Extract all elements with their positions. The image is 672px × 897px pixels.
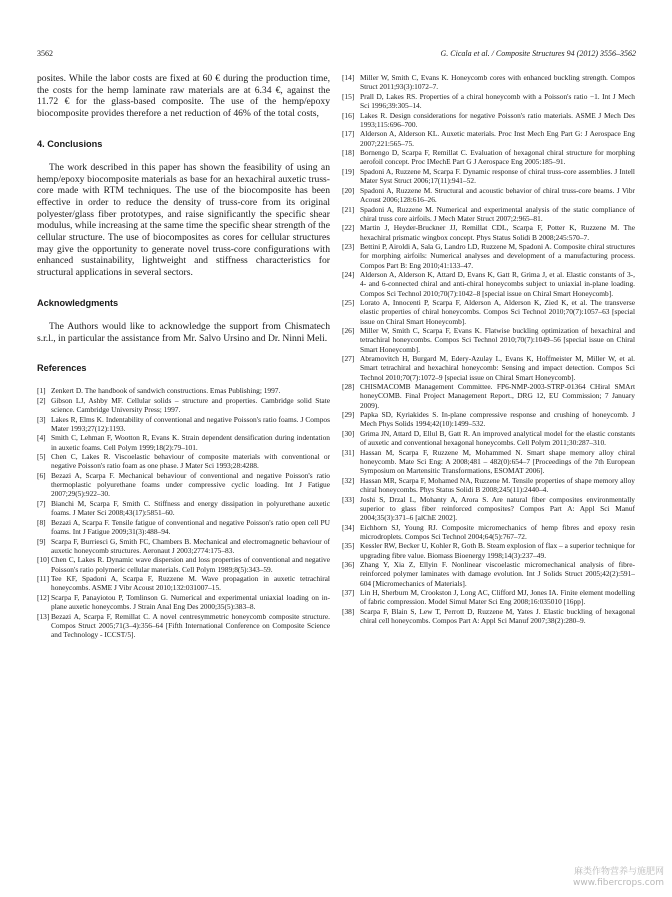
- reference-text: Martin J, Heyder-Bruckner JJ, Remillat CDL, Scarpa F, Potter K, Ruzzene M. The hexachiral prismatic wingbox concept. Phys Status Solidi B 2008;245:570–7.: [360, 223, 635, 242]
- reference-text: Joshi S, Drzal L, Mohanty A, Arora S. Are natural fiber composites environmentally superior to glass fiber reinforced composites? Compos Part A: Appl Sci Manuf 2004;35(3):371–6 [alChE 2002].: [360, 494, 635, 522]
- reference-item: [342, 73, 635, 91]
- reference-item: [37, 452, 330, 470]
- acknowledgments-heading: Acknowledgments: [37, 297, 119, 308]
- reference-number: [21]: [342, 204, 355, 214]
- page-number: 3562: [37, 49, 53, 58]
- reference-text: Lin H, Sherburn M, Crookston J, Long AC, Clifford MJ, Jones IA. Finite element modelling of fabric compression. Model Simul Mater Sci Eng 2008;16:035010 [16pp].: [360, 588, 635, 607]
- reference-number: [28]: [342, 382, 355, 392]
- reference-item: [37, 386, 330, 395]
- reference-item: [342, 523, 635, 541]
- reference-number: [25]: [342, 298, 355, 308]
- reference-number: [27]: [342, 354, 355, 364]
- reference-number: [18]: [342, 148, 355, 158]
- reference-item: [37, 537, 330, 555]
- reference-text: Tee KF, Spadoni A, Scarpa F, Ruzzene M. Wave propagation in auxetic tetrachiral honeycombs. ASME J Vibr Acoust 2010;132:031007–15.: [51, 574, 330, 593]
- reference-item: [37, 415, 330, 433]
- reference-number: [8]: [37, 517, 46, 527]
- reference-item: [37, 555, 330, 573]
- reference-number: [32]: [342, 475, 355, 485]
- reference-item: [342, 223, 635, 241]
- reference-text: Hassan M, Scarpa F, Ruzzene M, Mohammed N. Smart shape memory alloy chiral honeycomb. Mate Sci Eng: A 2008;481 – 482(0):654–7 [Proceedings of the 7th European Symposium on Martensitic Transformations, ESOMAT 2006].: [360, 447, 635, 476]
- reference-text: Kessler RW, Becker U, Kohler R, Goth B. Steam explosion of flax – a superior technique for upgrading fibre value. Biomass Bioenergy 1998;14(3):237–49.: [360, 541, 635, 560]
- reference-text: Zenkert D. The handbook of sandwich constructions. Emas Publishing; 1997.: [51, 386, 281, 396]
- reference-text: Miller W, Smith C, Scarpa F, Evans K. Flatwise buckling optimization of hexachiral and tetrachiral honeycombs. Compos Sci Technol 2010;70(7):1049–56 [special issue on Chiral Smart Honeycomb].: [360, 326, 635, 354]
- watermark-site-name: 麻类作物营养与施肥网: [573, 867, 664, 877]
- reference-text: Prall D, Lakes RS. Properties of a chiral honeycomb with a Poisson's ratio −1. Int J Mech Sci 1996;39:305–14.: [360, 91, 635, 110]
- reference-text: Bornengo D, Scarpa F, Remillat C. Evaluation of hexagonal chiral structure for morphing aerofoil concept. Proc IMechE Part G J Aerospace Eng 2005:185–91.: [360, 148, 635, 167]
- reference-text: Alderson A, Alderson KL. Auxetic materials. Proc Inst Mech Eng Part G: J Aerospace Eng 2007;221:565–75.: [360, 129, 635, 148]
- reference-number: [26]: [342, 326, 355, 336]
- reference-item: [342, 270, 635, 298]
- reference-item: [342, 186, 635, 204]
- reference-item: [342, 429, 635, 447]
- reference-number: [12]: [37, 593, 50, 603]
- reference-item: [342, 382, 635, 410]
- reference-item: [342, 205, 635, 223]
- reference-number: [35]: [342, 541, 355, 551]
- reference-text: Papka SD, Kyriakides S. In-plane compressive response and crushing of honeycomb. J Mech Phys Solids 1994;42(10):1499–532.: [360, 410, 635, 429]
- watermark: [573, 867, 664, 889]
- reference-text: Eichhorn SJ, Young RJ. Composite micromechanics of hemp fibres and epoxy resin microdroplets. Compos Sci Technol 2004;64(5):767–72.: [360, 522, 635, 541]
- reference-item: [37, 471, 330, 499]
- reference-number: [36]: [342, 560, 355, 570]
- reference-text: Grima JN, Attard D, Ellul B, Gatt R. An improved analytical model for the elastic constants of auxetic and conventional hexagonal honeycombs. Cell Polym 2011;30:287–310.: [360, 428, 635, 448]
- reference-number: [30]: [342, 428, 355, 438]
- reference-text: Spadoni A, Ruzzene M, Scarpa F. Dynamic response of chiral truss-core assemblies. J Intell Mater Syst Struct 2006;17(11):941–52.: [360, 166, 635, 186]
- left-column: [37, 73, 330, 640]
- reference-text: Smith C, Lehman F, Wootton R, Evans K. Strain dependent densification during indentation in auxetic foams. Cell Polym 1999;18(2):79–101.: [51, 433, 330, 452]
- reference-item: [37, 433, 330, 451]
- reference-item: [342, 326, 635, 354]
- reference-number: [34]: [342, 522, 355, 532]
- reference-item: [342, 92, 635, 110]
- reference-item: [342, 129, 635, 147]
- references-heading: References: [37, 363, 87, 374]
- reference-item: [342, 148, 635, 166]
- reference-number: [23]: [342, 242, 355, 252]
- right-column: [342, 73, 635, 626]
- reference-item: [342, 560, 635, 588]
- reference-text: Alderson A, Alderson K, Attard D, Evans K, Gatt R, Grima J, et al. Elastic constants of 3-, 4- and 6-connected chiral and anti-chiral honeycombs subject to uniaxial in-plane loading. Compos Sci Technol 2010;70(7):1042–8 [special issue on Chiral Smart Honeycomb].: [360, 270, 635, 298]
- reference-text: Bezazi A, Scarpa F, Remillat C. A novel centresymmetric honeycomb composite structure. Compos Struct 2005;71(3–4):356–64 [Fifth International Conference on Composite Science and Technology - ICCST/5].: [51, 611, 330, 640]
- reference-number: [16]: [342, 110, 355, 120]
- reference-number: [15]: [342, 91, 355, 101]
- reference-text: Spadoni A, Ruzzene M. Numerical and experimental analysis of the static compliance of chiral truss core airfoils. J Mech Mater Struct 2007;2:965–81.: [360, 204, 635, 223]
- reference-number: [29]: [342, 410, 355, 420]
- reference-number: [22]: [342, 223, 355, 233]
- reference-item: [37, 612, 330, 640]
- reference-text: Miller W, Smith C, Evans K. Honeycomb cores with enhanced buckling strength. Compos Struct 2011;93(3):1072–7.: [360, 73, 635, 92]
- reference-text: Gibson LJ, Ashby MF. Cellular solids – structure and properties. Cambridge solid State science. Cambridge University Press; 1997.: [51, 395, 330, 415]
- reference-number: [20]: [342, 185, 355, 195]
- reference-item: [342, 298, 635, 326]
- reference-list-right: [342, 73, 635, 625]
- reference-text: Zhang Y, Xia Z, Ellyin F. Nonlinear viscoelastic micromechanical analysis of fibre-reinforced polymer laminates with damage evolution. Int J Solids Struct 2005;42(2):591–604 [Micromechanics of Materials].: [360, 560, 635, 588]
- reference-number: [11]: [37, 574, 50, 584]
- reference-text: Chen C, Lakes R. Viscoelastic behaviour of composite materials with conventional or negative Poisson's ratio foam as one phase. J Mater Sci 1993;28:4288.: [51, 452, 330, 471]
- reference-number: [31]: [342, 447, 355, 457]
- reference-text: Hassan MR, Scarpa F, Mohamed NA, Ruzzene M. Tensile properties of shape memory alloy chiral honeycombs. Phys Status Solidi B 2008;245(11):2440–4.: [360, 475, 635, 494]
- reference-number: [1]: [37, 386, 46, 396]
- reference-text: Bezazi A, Scarpa F. Tensile fatigue of conventional and negative Poisson's ratio open cell PU foams. Int J Fatigue 2009;31(3):488–94.: [51, 517, 330, 537]
- reference-text: Abramovitch H, Burgard M, Edery-Azulay L, Evans K, Hoffmeister M, Miller W, et al. Smart tetrachiral and hexachiral honeycomb: Sensing and impact detection. Compos Sci Technol 2010;70(7):1072–9 [special issue on Chiral Smart Honeycomb].: [360, 354, 635, 382]
- reference-number: [9]: [37, 536, 46, 546]
- reference-text: Bettini P, Airoldi A, Sala G, Landro LD, Ruzzene M, Spadoni A. Composite chiral structures for morphing airfoils: Numerical analyses and development of a manufacturing process. Compos Part B: Eng 2010;41:133–47.: [360, 242, 635, 270]
- reference-text: Scarpa F, Panayiotou P, Tomlinson G. Numerical and experimental uniaxial loading on in-plane auxetic honeycombs. J Strain Anal Eng Des 2000;35(5):383–8.: [51, 593, 330, 612]
- reference-item: [37, 396, 330, 414]
- reference-item: [342, 476, 635, 494]
- reference-number: [2]: [37, 395, 46, 405]
- reference-text: Chen C, Lakes R. Dynamic wave dispersion and loss properties of conventional and negative Poisson's ratio polymeric cellular materials. Cell Polym 1989;8(5):343–59.: [51, 555, 330, 574]
- reference-number: [4]: [37, 433, 46, 443]
- reference-number: [38]: [342, 606, 355, 616]
- reference-text: Lakes R. Design considerations for negative Poisson's ratio materials. ASME J Mech Des 1993;115:696–700.: [360, 110, 635, 129]
- reference-item: [37, 574, 330, 592]
- reference-item: [342, 167, 635, 185]
- reference-number: [13]: [37, 611, 50, 621]
- reference-text: Scarpa F, Burriesci G, Smith FC, Chambers B. Mechanical and electromagnetic behaviour of auxetic honeycomb structures. Aeronaut J 2003;2774:175–83.: [51, 536, 330, 555]
- reference-item: [342, 354, 635, 382]
- intro-paragraph: posites. While the labor costs are fixed at 60 € during the production time, the costs for the hemp laminate raw materials are at 6.34 €, against the 11.72 € for the glass-based composite. The use of the hemp/epoxy biocomposite provides therefore a net reduction of 46% of the total costs,: [37, 73, 330, 120]
- reference-number: [14]: [342, 73, 355, 82]
- reference-item: [342, 410, 635, 428]
- conclusions-paragraph: The work described in this paper has shown the feasibility of using an hemp/epoxy biocomposite materials as base for an hexachiral auxetic truss-core made with RTM techniques. The use of the biocomposite has been effective in order to reduce the density of truss-core from its original polyester/glass fiber prototypes, and raise significantly the specific shear modulus, while increasing at the same time the specific shear strength of the cellular structure. The use of biocomposites as cores for cellular structures may give the opportunity to generate novel truss-core configurations with enhanced sustainability, lightweight and stiffness characteristics for structural applications in several sectors.: [37, 161, 330, 279]
- reference-number: [37]: [342, 588, 355, 598]
- reference-text: Lakes R, Elms K. Indentability of conventional and negative Poisson's ratio foams. J Compos Mater 1993;27(12):1193.: [51, 414, 330, 433]
- reference-text: Bezazi A, Scarpa F. Mechanical behaviour of conventional and negative Poisson's ratio thermoplastic polyurethane foams under compressive cyclic loading. Int J Fatigue 2007;29(5):922–30.: [51, 471, 330, 499]
- reference-item: [37, 518, 330, 536]
- reference-text: CHISMACOMB Management Committee. FP6-NMP-2003-STRP-01364 CHiral SMArt honeyCOMB. Final Project Management Report., DRG 12, EU Commission; 7 January 2009).: [360, 382, 635, 410]
- acknowledgments-paragraph: The Authors would like to acknowledge the support from Chismatech s.r.l., in particular the assistance from Mr. Salvo Ursino and Dr. Ninni Meli.: [37, 320, 330, 344]
- reference-text: Bianchi M, Scarpa F, Smith C. Stiffness and energy dissipation in polyurethane auxetic foams. J Mater Sci 2008;43(17):5851–60.: [51, 499, 330, 518]
- reference-text: Lorato A, Innocenti P, Scarpa F, Alderson A, Alderson K, Zied K, et al. The transverse elastic properties of chiral honeycombs. Compos Sci Technol 2010;70(7):1057–63 [special issue on Chiral Smart Honeycomb].: [360, 298, 635, 326]
- reference-item: [37, 499, 330, 517]
- journal-citation: G. Cicala et al. / Composite Structures 94 (2012) 3556–3562: [440, 49, 636, 58]
- reference-number: [7]: [37, 499, 46, 509]
- reference-item: [37, 593, 330, 611]
- reference-number: [10]: [37, 555, 50, 565]
- reference-item: [342, 588, 635, 606]
- reference-number: [5]: [37, 452, 46, 462]
- reference-item: [342, 448, 635, 476]
- watermark-url: www.fibercrops.com: [573, 878, 664, 888]
- reference-number: [24]: [342, 270, 355, 280]
- reference-number: [3]: [37, 414, 46, 424]
- reference-number: [17]: [342, 129, 355, 139]
- reference-text: Scarpa F, Blain S, Lew T, Perrott D, Ruzzene M, Yates J. Elastic buckling of hexagonal chiral cell honeycombs. Compos Part A: Appl Sci Manuf 2007;38(2):280–9.: [360, 606, 635, 626]
- reference-number: [6]: [37, 471, 46, 481]
- reference-item: [342, 607, 635, 625]
- reference-number: [33]: [342, 494, 355, 504]
- conclusions-heading: 4. Conclusions: [37, 138, 103, 149]
- reference-item: [342, 242, 635, 270]
- reference-number: [19]: [342, 166, 355, 176]
- reference-list-left: [37, 386, 330, 639]
- reference-text: Spadoni A, Ruzzene M. Structural and acoustic behavior of chiral truss-core beams. J Vibr Acoust 2006;128:616–26.: [360, 185, 635, 204]
- reference-item: [342, 111, 635, 129]
- reference-item: [342, 541, 635, 559]
- reference-item: [342, 495, 635, 523]
